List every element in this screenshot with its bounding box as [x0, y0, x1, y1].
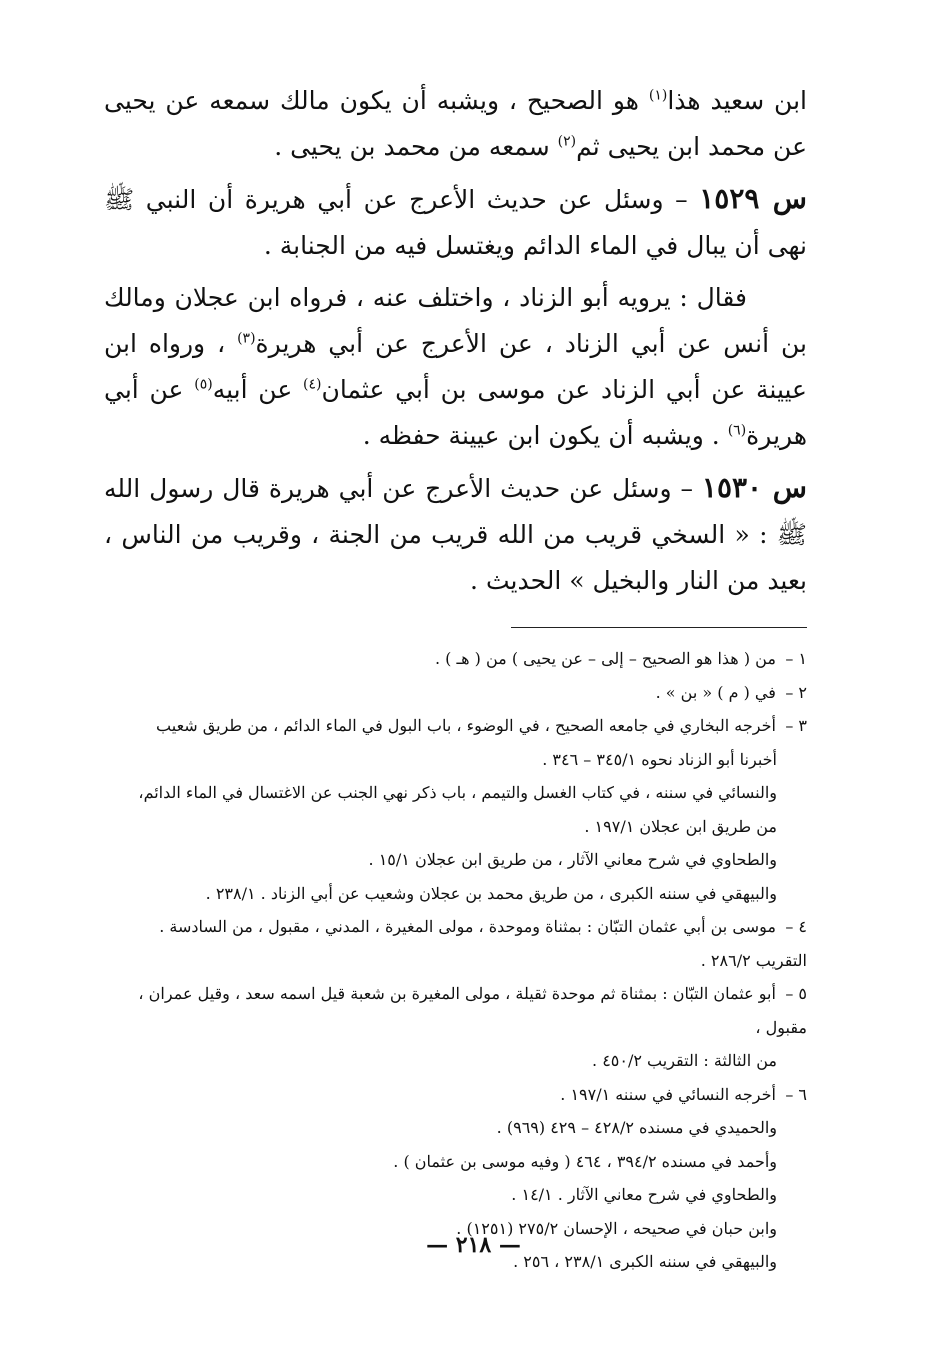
question-1530: س ١٥٣٠ – وسئل عن حديث الأعرج عن أبي هريرة قال رسول الله ﷺ : « السخي قريب من الله قريب من الجنة ، وقريب من الناس ، بعيد من النار والبخيل » الحديث . [104, 471, 807, 595]
footnote-6-line: وأحمد في مسنده ٣٩٤/٢ ، ٤٦٤ ( وفيه موسى بن عثمان ) . [393, 1151, 777, 1171]
footnote-ref[interactable]: (١) [648, 87, 668, 104]
footnote-ref[interactable]: (٤) [303, 376, 322, 393]
footnote-1: ١ – من ( هذا هو الصحيح – إلى – عن يحيى ) من ( هـ ) . [434, 649, 807, 668]
footnote-6-line: وابن حبان في صحيحه ، الإحسان ٢٧٥/٢ (١٢٥١) . [456, 1218, 777, 1238]
question-1529: س ١٥٢٩ – وسئل عن حديث الأعرج عن أبي هريرة أن النبي ﷺ نهى أن يبال في الماء الدائم ويغتسل فيه من الجنابة . [104, 182, 807, 260]
footnote-3-line: والنسائي في سننه ، في كتاب الغسل والتيمم ، باب ذكر نهي الجنب عن الاغتسال في الماء الدائم، [138, 783, 777, 802]
footnote-5: ٥ – أبو عثمان التبّان : بمثناة ثم موحدة ثقيلة ، مولى المغيرة بن شعبة قيل اسمه سعد ، وقيل عمران ، مقبول ، [138, 984, 807, 1037]
footnote-5-line: من الثالثة : التقريب ٤٥٠/٢ . [592, 1051, 777, 1070]
footnote-4: ٤ – موسى بن أبي عثمان التبّان : بمثناة وموحدة ، مولى المغيرة ، المدني ، مقبول ، من السادسة . التقريب ٢٨٦/٢ . [159, 917, 807, 970]
paragraph-continuation: ابن سعيد هذا$^{(١)}$ هو الصحيح ، ويشبه أن يكون مالك سمعه عن يحيى عن محمد ابن يحيى ثم$^{(٢)}$ سمعه من محمد بن يحيى . [104, 86, 807, 161]
footnote-3: ٣ – أخرجه البخاري في جامعه الصحيح ، في الوضوء ، باب البول في الماء الدائم ، من طريق شعيب [156, 716, 807, 735]
page-number: — ٢١٨ — [426, 1232, 521, 1258]
footnote-ref[interactable]: (٦) [727, 422, 747, 439]
question-number: س ١٥٣٠ [701, 471, 807, 504]
footnote-6-line: والطحاوي في شرح معاني الآثار . ١٤/١ . [511, 1185, 777, 1204]
footnote-2: ٢ – في ( م ) « بن » . [655, 682, 807, 702]
footnotes [104, 642, 807, 1279]
footnote-divider [511, 627, 807, 628]
footnote-ref[interactable]: (٢) [557, 133, 577, 150]
footnote-6: ٦ – أخرجه النسائي في سننه ١٩٧/١ . [560, 1084, 807, 1104]
footnote-ref[interactable]: (٥) [194, 376, 213, 393]
footnote-6-line: والبيهقي في سننه الكبرى ٢٣٨/١ ، ٢٥٦ . [513, 1252, 777, 1271]
footnote-6-line: والحميدي في مسنده ٤٢٨/٢ – ٤٢٩ (٩٦٩) . [496, 1118, 777, 1137]
footnote-3-line: والبيهقي في سننه الكبرى ، من طريق محمد بن عجلان وشعيب عن أبي الزناد . ٢٣٨/١ . [205, 883, 777, 903]
footnote-ref[interactable]: (٣) [237, 330, 256, 347]
main-text [104, 78, 807, 604]
footnote-3-line: والطحاوي في شرح معاني الآثار ، من طريق ابن عجلان ١٥/١ . [368, 850, 777, 869]
question-number: س ١٥٢٩ [699, 182, 807, 215]
answer-1529: فقال : يرويه أبو الزناد ، واختلف عنه ، فرواه ابن عجلان ومالك بن أنس عن أبي الزناد ، عن الأعرج عن أبي هريرة$^{(٣)}$ ، ورواه ابن عيينة عن أبي الزناد عن موسى بن أبي عثمان$^{(٤)}$ عن أبيه$^{(٥)}$ عن أبي هريرة$^{(٦)}$ . ويشبه أن يكون ابن عيينة حفظه . [104, 283, 807, 450]
footnote-3-line: أخبرنا أبو الزناد نحوه ٣٤٥/١ – ٣٤٦ . [542, 749, 777, 769]
footnote-3-line: من طريق ابن عجلان ١٩٧/١ . [584, 816, 777, 836]
